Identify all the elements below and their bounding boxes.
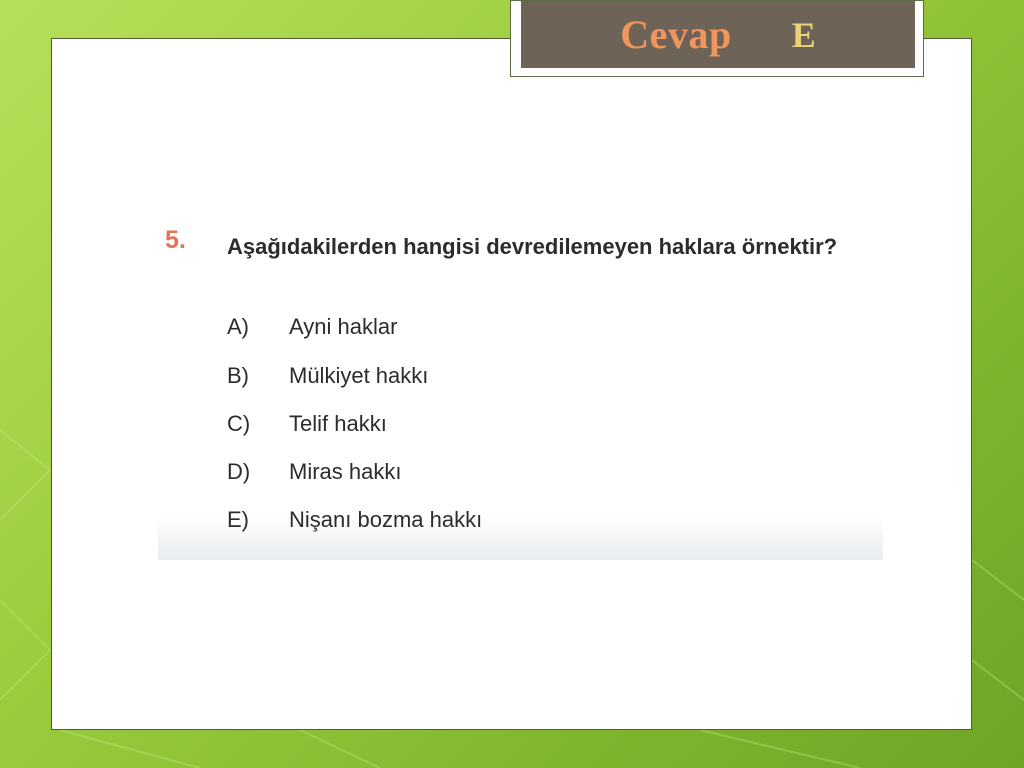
option-letter: A) [227,314,249,339]
answer-label: Cevap [620,12,732,57]
question-number: 5. [165,226,186,254]
option-text: Mülkiyet hakkı [289,363,429,388]
option-letter: C) [227,411,251,436]
answer-letter: E [791,14,816,55]
answer-box [510,0,924,77]
option-text: Miras hakkı [289,459,402,484]
option-text: Nişanı bozma hakkı [289,507,483,532]
option-text: Ayni haklar [289,314,398,339]
answer-banner [521,1,915,68]
option-letter: D) [227,459,251,484]
option-letter: B) [227,363,249,388]
question-text: Aşağıdakilerden hangisi devredilemeyen haklara örnektir? [227,234,838,259]
option-text: Telif hakkı [289,411,387,436]
option-letter: E) [227,507,249,532]
